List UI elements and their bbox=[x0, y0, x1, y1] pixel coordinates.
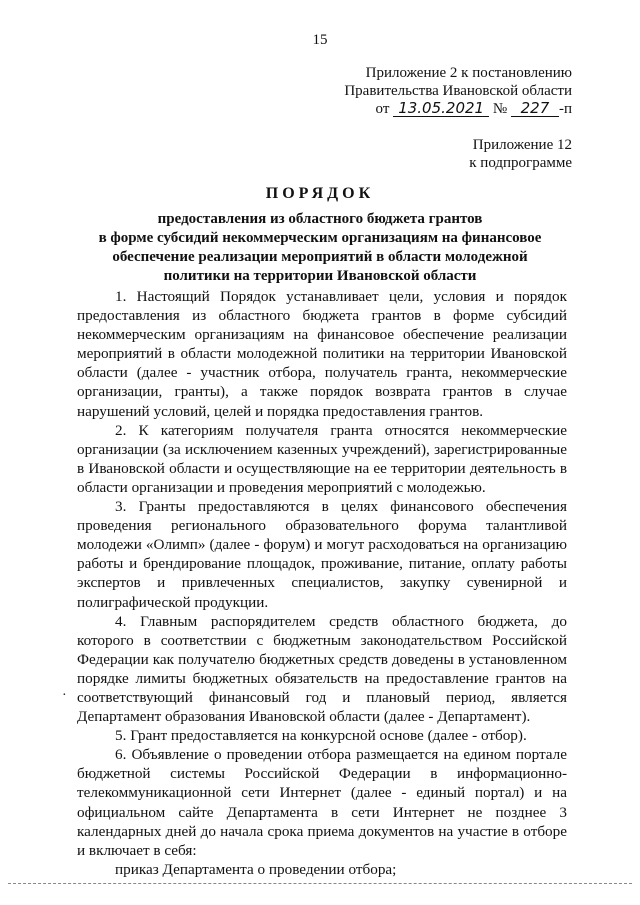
subprogram-line-1: Приложение 12 bbox=[472, 137, 572, 153]
subtitle-line: обеспечение реализации мероприятий в области молодежной bbox=[112, 249, 528, 265]
subtitle bbox=[60, 210, 580, 286]
number-suffix: -п bbox=[558, 101, 572, 117]
paragraph-4: 4. Главным распорядителем средств областного бюджета, до которого в соответствии с бюджетным законодательством Российской Федерации как получателю бюджетных средств доведены в установленном порядке лимиты бюджетных обязательств на предоставление грантов на соответствующий финансовый год и плановый период, является Департамент образования Ивановской области (далее - Департамент). bbox=[77, 612, 567, 726]
paragraph-6-item: приказ Департамента о проведении отбора; bbox=[115, 860, 397, 878]
number-prefix: № bbox=[492, 101, 508, 117]
paragraph-2: 2. К категориям получателя гранта относятся некоммерческие организации (за исключением казенных учреждений), зарегистрированные в Ивановской области и осуществляющие на ее территории деятельность в области организации и проведения мероприятий с молодежью. bbox=[77, 421, 567, 496]
subtitle-line: в форме субсидий некоммерческим организациям на финансовое bbox=[98, 230, 542, 246]
date-prefix: от bbox=[375, 101, 390, 117]
document-title bbox=[60, 185, 580, 286]
handwritten-number: 227 bbox=[511, 101, 559, 117]
appendix-date-line bbox=[344, 100, 572, 118]
appendix-line-2: Правительства Ивановской области bbox=[344, 83, 572, 99]
handwritten-date: 13.05.2021 bbox=[393, 101, 489, 117]
paragraph-3: 3. Гранты предоставляются в целях финансового обеспечения проведения регионального образовательного форума талантливой молодежи «Олимп» (далее - форум) и могут расходоваться на организацию работы и брендирование площадок, проживание, питание, оплату работы экспертов и привлеченных специалистов, закупку сувенирной и полиграфической продукции. bbox=[77, 498, 567, 611]
paragraph-6: 6. Объявление о проведении отбора размещается на едином портале бюджетной системы Российской Федерации в информационно-телекоммуникационной сети Интернет (далее - единый портал) и на официальном сайте Департамента в сети Интернет не позднее 3 календарных дней до начала срока приема документов на участие в отборе и включает в себя: bbox=[77, 746, 567, 859]
margin-dot-mark: · bbox=[62, 688, 67, 703]
subtitle-line: политики на территории Ивановской области bbox=[163, 268, 477, 284]
page-number: 15 bbox=[312, 32, 328, 48]
subprogram-appendix bbox=[469, 136, 572, 172]
paragraph-5: 5. Грант предоставляется на конкурсной основе (далее - отбор). bbox=[115, 727, 527, 745]
document-body bbox=[77, 287, 567, 879]
appendix-line-1: Приложение 2 к постановлению bbox=[365, 65, 572, 81]
subtitle-line: предоставления из областного бюджета грантов bbox=[157, 211, 483, 227]
paragraph-1: 1. Настоящий Порядок устанавливает цели, условия и порядок предоставления из областного бюджета грантов в форме субсидий некоммерческим организациям на финансовое обеспечение реализации мероприятий в области молодежной политики на территории Ивановской области (далее - участник отбора, получатель гранта, некоммерческие организации, гранты), а также порядок возврата грантов в случае нарушений условий, целей и порядка предоставления грантов. bbox=[77, 288, 567, 420]
scan-footer-line bbox=[8, 883, 632, 884]
heading: ПОРЯДОК bbox=[265, 185, 375, 202]
subprogram-line-2: к подпрограмме bbox=[469, 155, 572, 171]
appendix-header bbox=[344, 64, 572, 118]
